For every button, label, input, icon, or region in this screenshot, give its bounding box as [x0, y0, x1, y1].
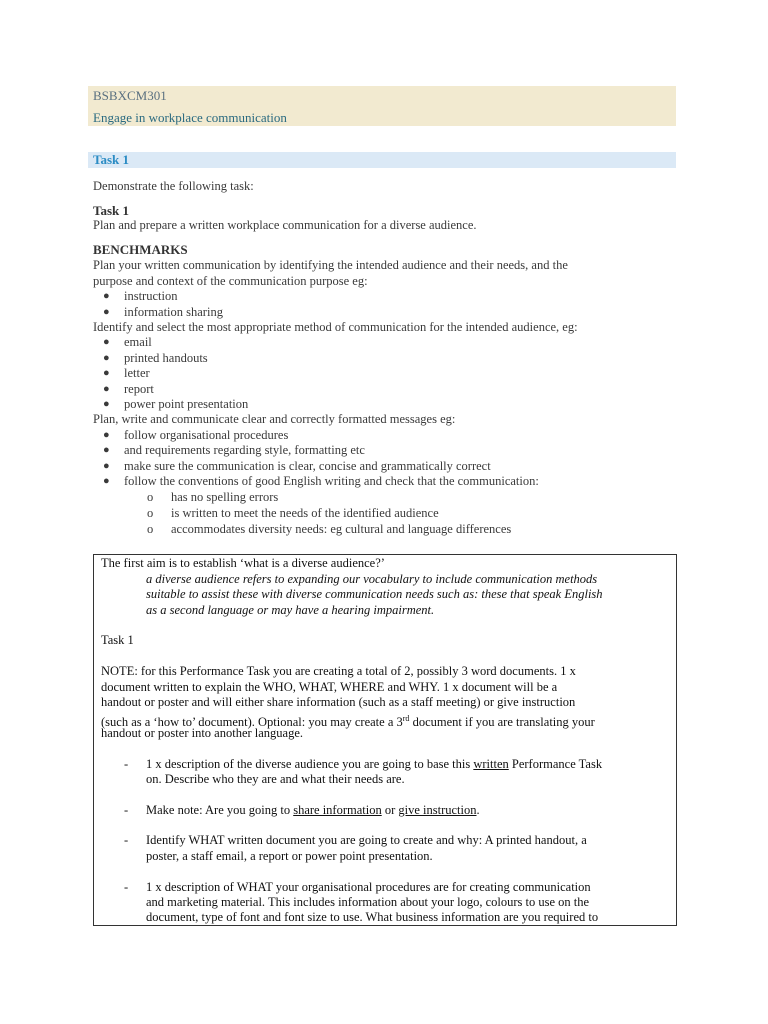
task-label: Task 1	[93, 203, 130, 218]
unit-header	[88, 86, 676, 126]
box-task-label: Task 1	[101, 633, 134, 647]
unit-title: Engage in workplace communication	[93, 110, 287, 125]
note-line: document written to explain the WHO, WHAT, WHERE and WHY. 1 x document will be a	[101, 680, 558, 694]
task-heading-bar	[88, 152, 676, 168]
intro-text: Demonstrate the following task:	[93, 179, 254, 193]
aim-text: The first aim is to establish ‘what is a diverse audience?’	[101, 556, 385, 570]
instruction-item: on. Describe who they are and what their needs are.	[146, 772, 405, 786]
method-line: Identify and select the most appropriate method of communication for the intended audience, eg:	[93, 320, 578, 334]
plan-line-1: Plan your written communication by identifying the intended audience and their needs, and the	[93, 258, 568, 272]
dash-bullet: -	[124, 757, 129, 771]
note-line: NOTE: for this Performance Task you are creating a total of 2, possibly 3 word documents. 1 x	[101, 664, 576, 678]
plan-line-2: purpose and context of the communication purpose eg:	[93, 274, 368, 288]
task-heading: Task 1	[93, 152, 130, 167]
note-line: handout or poster and will either share information (such as a staff meeting) or give instruction	[101, 695, 576, 709]
instruction-item: document, type of font and font size to use. What business information are you required to	[146, 910, 599, 924]
dash-bullet: -	[124, 803, 129, 817]
benchmarks-heading: BENCHMARKS	[93, 242, 188, 257]
instruction-item: and marketing material. This includes information about your logo, colours to use on the	[146, 895, 590, 909]
instruction-item: 1 x description of the diverse audience you are going to base this written Performance Task	[146, 757, 603, 771]
unit-code: BSBXCM301	[93, 88, 167, 103]
definition-line: as a second language or may have a hearing impairment.	[146, 603, 435, 617]
task-text: Plan and prepare a written workplace communication for a diverse audience.	[93, 218, 477, 232]
note-line: (such as a ‘how to’ document). Optional: you may create a 3rd document if you are translating your	[101, 714, 595, 730]
dash-bullet: -	[124, 833, 129, 847]
write-line: Plan, write and communicate clear and correctly formatted messages eg:	[93, 412, 456, 426]
note-line: handout or poster into another language.	[101, 726, 304, 740]
instruction-item: 1 x description of WHAT your organisational procedures are for creating communication	[146, 880, 591, 894]
dash-bullet: -	[124, 880, 129, 894]
instruction-item: poster, a staff email, a report or power point presentation.	[146, 849, 433, 863]
definition-line: a diverse audience refers to expanding our vocabulary to include communication methods	[146, 572, 598, 586]
instructions-box	[93, 554, 677, 926]
definition-line: suitable to assist these with diverse communication needs such as: these that speak English	[146, 587, 603, 601]
instruction-item: Identify WHAT written document you are going to create and why: A printed handout, a	[146, 833, 587, 847]
instruction-item: Make note: Are you going to share information or give instruction.	[146, 803, 480, 817]
